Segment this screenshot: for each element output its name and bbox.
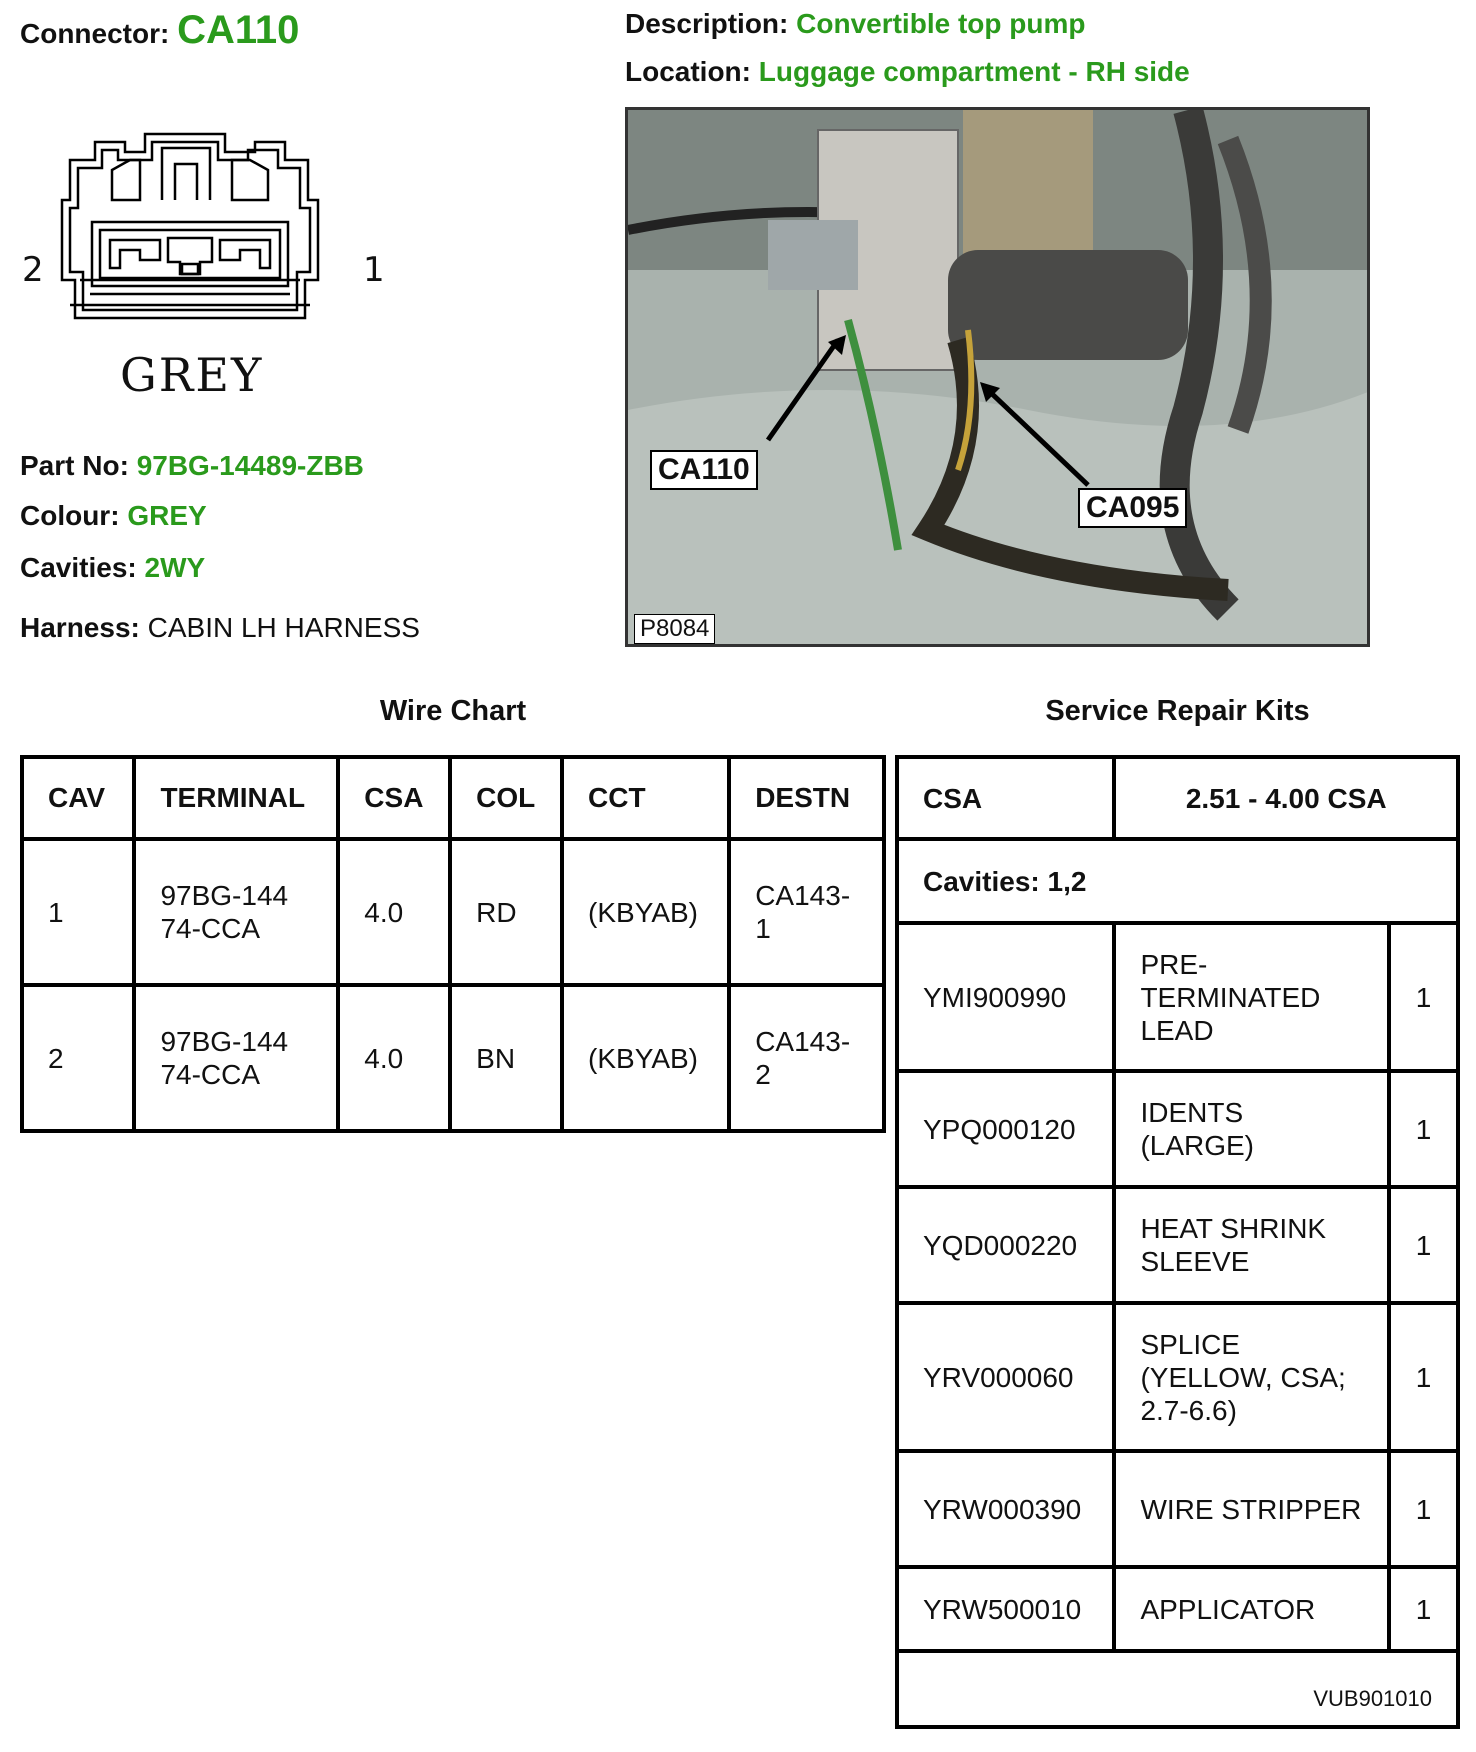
kit-part-number: YQD000220: [897, 1187, 1114, 1303]
location-line: [625, 56, 1190, 88]
kits-footer-row: [897, 1651, 1458, 1727]
kit-part-number: YPQ000120: [897, 1071, 1114, 1187]
kit-description: PRE-TERMINATED LEAD: [1114, 923, 1389, 1071]
col-header-cav: CAV: [22, 757, 134, 839]
cell-csa: 4.0: [338, 985, 450, 1131]
colour-label: Colour:: [20, 500, 120, 531]
harness-label: Harness:: [20, 612, 140, 643]
kits-footer-code: VUB901010: [897, 1651, 1458, 1727]
kits-csa-range: 2.51 - 4.00 CSA: [1114, 757, 1458, 839]
connector-id: CA110: [177, 8, 300, 52]
harness-line: [20, 612, 420, 644]
callout-ca095: CA095: [1078, 488, 1187, 528]
wire-chart-title: Wire Chart: [379, 695, 527, 727]
cell-destn: CA143-1: [729, 839, 884, 985]
kits-cavities: Cavities: 1,2: [897, 839, 1458, 923]
part-no-label: Part No:: [20, 450, 129, 481]
kits-header-row: [897, 757, 1458, 839]
kit-description: APPLICATOR: [1114, 1567, 1389, 1651]
kits-cavities-row: [897, 839, 1458, 923]
photo-id: P8084: [634, 614, 715, 644]
cell-cav: 1: [22, 839, 134, 985]
kit-part-number: YRW000390: [897, 1451, 1114, 1567]
table-row: [897, 1187, 1458, 1303]
description-label: Description:: [625, 8, 789, 39]
description-line: [625, 8, 1085, 40]
cell-cct: (KBYAB): [562, 985, 729, 1131]
kit-quantity: 1: [1389, 1303, 1458, 1451]
kit-quantity: 1: [1389, 1451, 1458, 1567]
location-photo: [625, 107, 1370, 647]
cell-terminal: 97BG-14474-CCA: [134, 839, 338, 985]
col-header-cct: CCT: [562, 757, 729, 839]
part-no-value: 97BG-14489-ZBB: [136, 450, 364, 481]
pin-number-right: 1: [363, 250, 385, 290]
kit-quantity: 1: [1389, 1187, 1458, 1303]
kits-csa-label: CSA: [897, 757, 1114, 839]
col-header-terminal: TERMINAL: [134, 757, 338, 839]
colour-line: [20, 500, 207, 532]
table-row: [897, 1567, 1458, 1651]
cell-destn: CA143-2: [729, 985, 884, 1131]
cell-cav: 2: [22, 985, 134, 1131]
table-row: [897, 1071, 1458, 1187]
location-label: Location:: [625, 56, 751, 87]
kit-part-number: YRW500010: [897, 1567, 1114, 1651]
cell-cct: (KBYAB): [562, 839, 729, 985]
cavities-line: [20, 552, 205, 584]
kit-quantity: 1: [1389, 1071, 1458, 1187]
kit-part-number: YRV000060: [897, 1303, 1114, 1451]
part-no-line: [20, 450, 364, 482]
location-value: Luggage compartment - RH side: [758, 56, 1190, 87]
col-header-destn: DESTN: [729, 757, 884, 839]
kit-quantity: 1: [1389, 923, 1458, 1071]
kit-quantity: 1: [1389, 1567, 1458, 1651]
connector-face-drawing: [18, 130, 398, 340]
pump-photo-illustration-icon: [628, 110, 1370, 647]
description-value: Convertible top pump: [796, 8, 1086, 39]
kit-part-number: YMI900990: [897, 923, 1114, 1071]
wire-chart-header-row: [22, 757, 884, 839]
cell-col: RD: [450, 839, 562, 985]
cell-col: BN: [450, 985, 562, 1131]
connector-outline-icon: [50, 130, 350, 330]
cell-csa: 4.0: [338, 839, 450, 985]
cavities-value: 2WY: [144, 552, 206, 583]
kit-description: HEAT SHRINK SLEEVE: [1114, 1187, 1389, 1303]
connector-colour-caption: GREY: [120, 348, 264, 402]
kit-description: SPLICE (YELLOW, CSA; 2.7-6.6): [1114, 1303, 1389, 1451]
connector-line: [20, 8, 299, 53]
kit-description: WIRE STRIPPER: [1114, 1451, 1389, 1567]
col-header-col: COL: [450, 757, 562, 839]
cavities-label: Cavities:: [20, 552, 137, 583]
table-row: [897, 1303, 1458, 1451]
colour-value: GREY: [127, 500, 207, 531]
table-row: [897, 923, 1458, 1071]
table-row: [897, 1451, 1458, 1567]
callout-ca110: CA110: [650, 450, 758, 490]
kit-description: IDENTS (LARGE): [1114, 1071, 1389, 1187]
table-row: [22, 985, 884, 1131]
cell-terminal: 97BG-14474-CCA: [134, 985, 338, 1131]
col-header-csa: CSA: [338, 757, 450, 839]
service-repair-kits-table: [895, 755, 1460, 1729]
service-repair-kits-title: Service Repair Kits: [1045, 695, 1310, 727]
pin-number-left: 2: [22, 250, 44, 290]
harness-value: CABIN LH HARNESS: [147, 612, 420, 643]
connector-label: Connector:: [20, 18, 170, 49]
wire-chart-table: [20, 755, 886, 1133]
table-row: [22, 839, 884, 985]
